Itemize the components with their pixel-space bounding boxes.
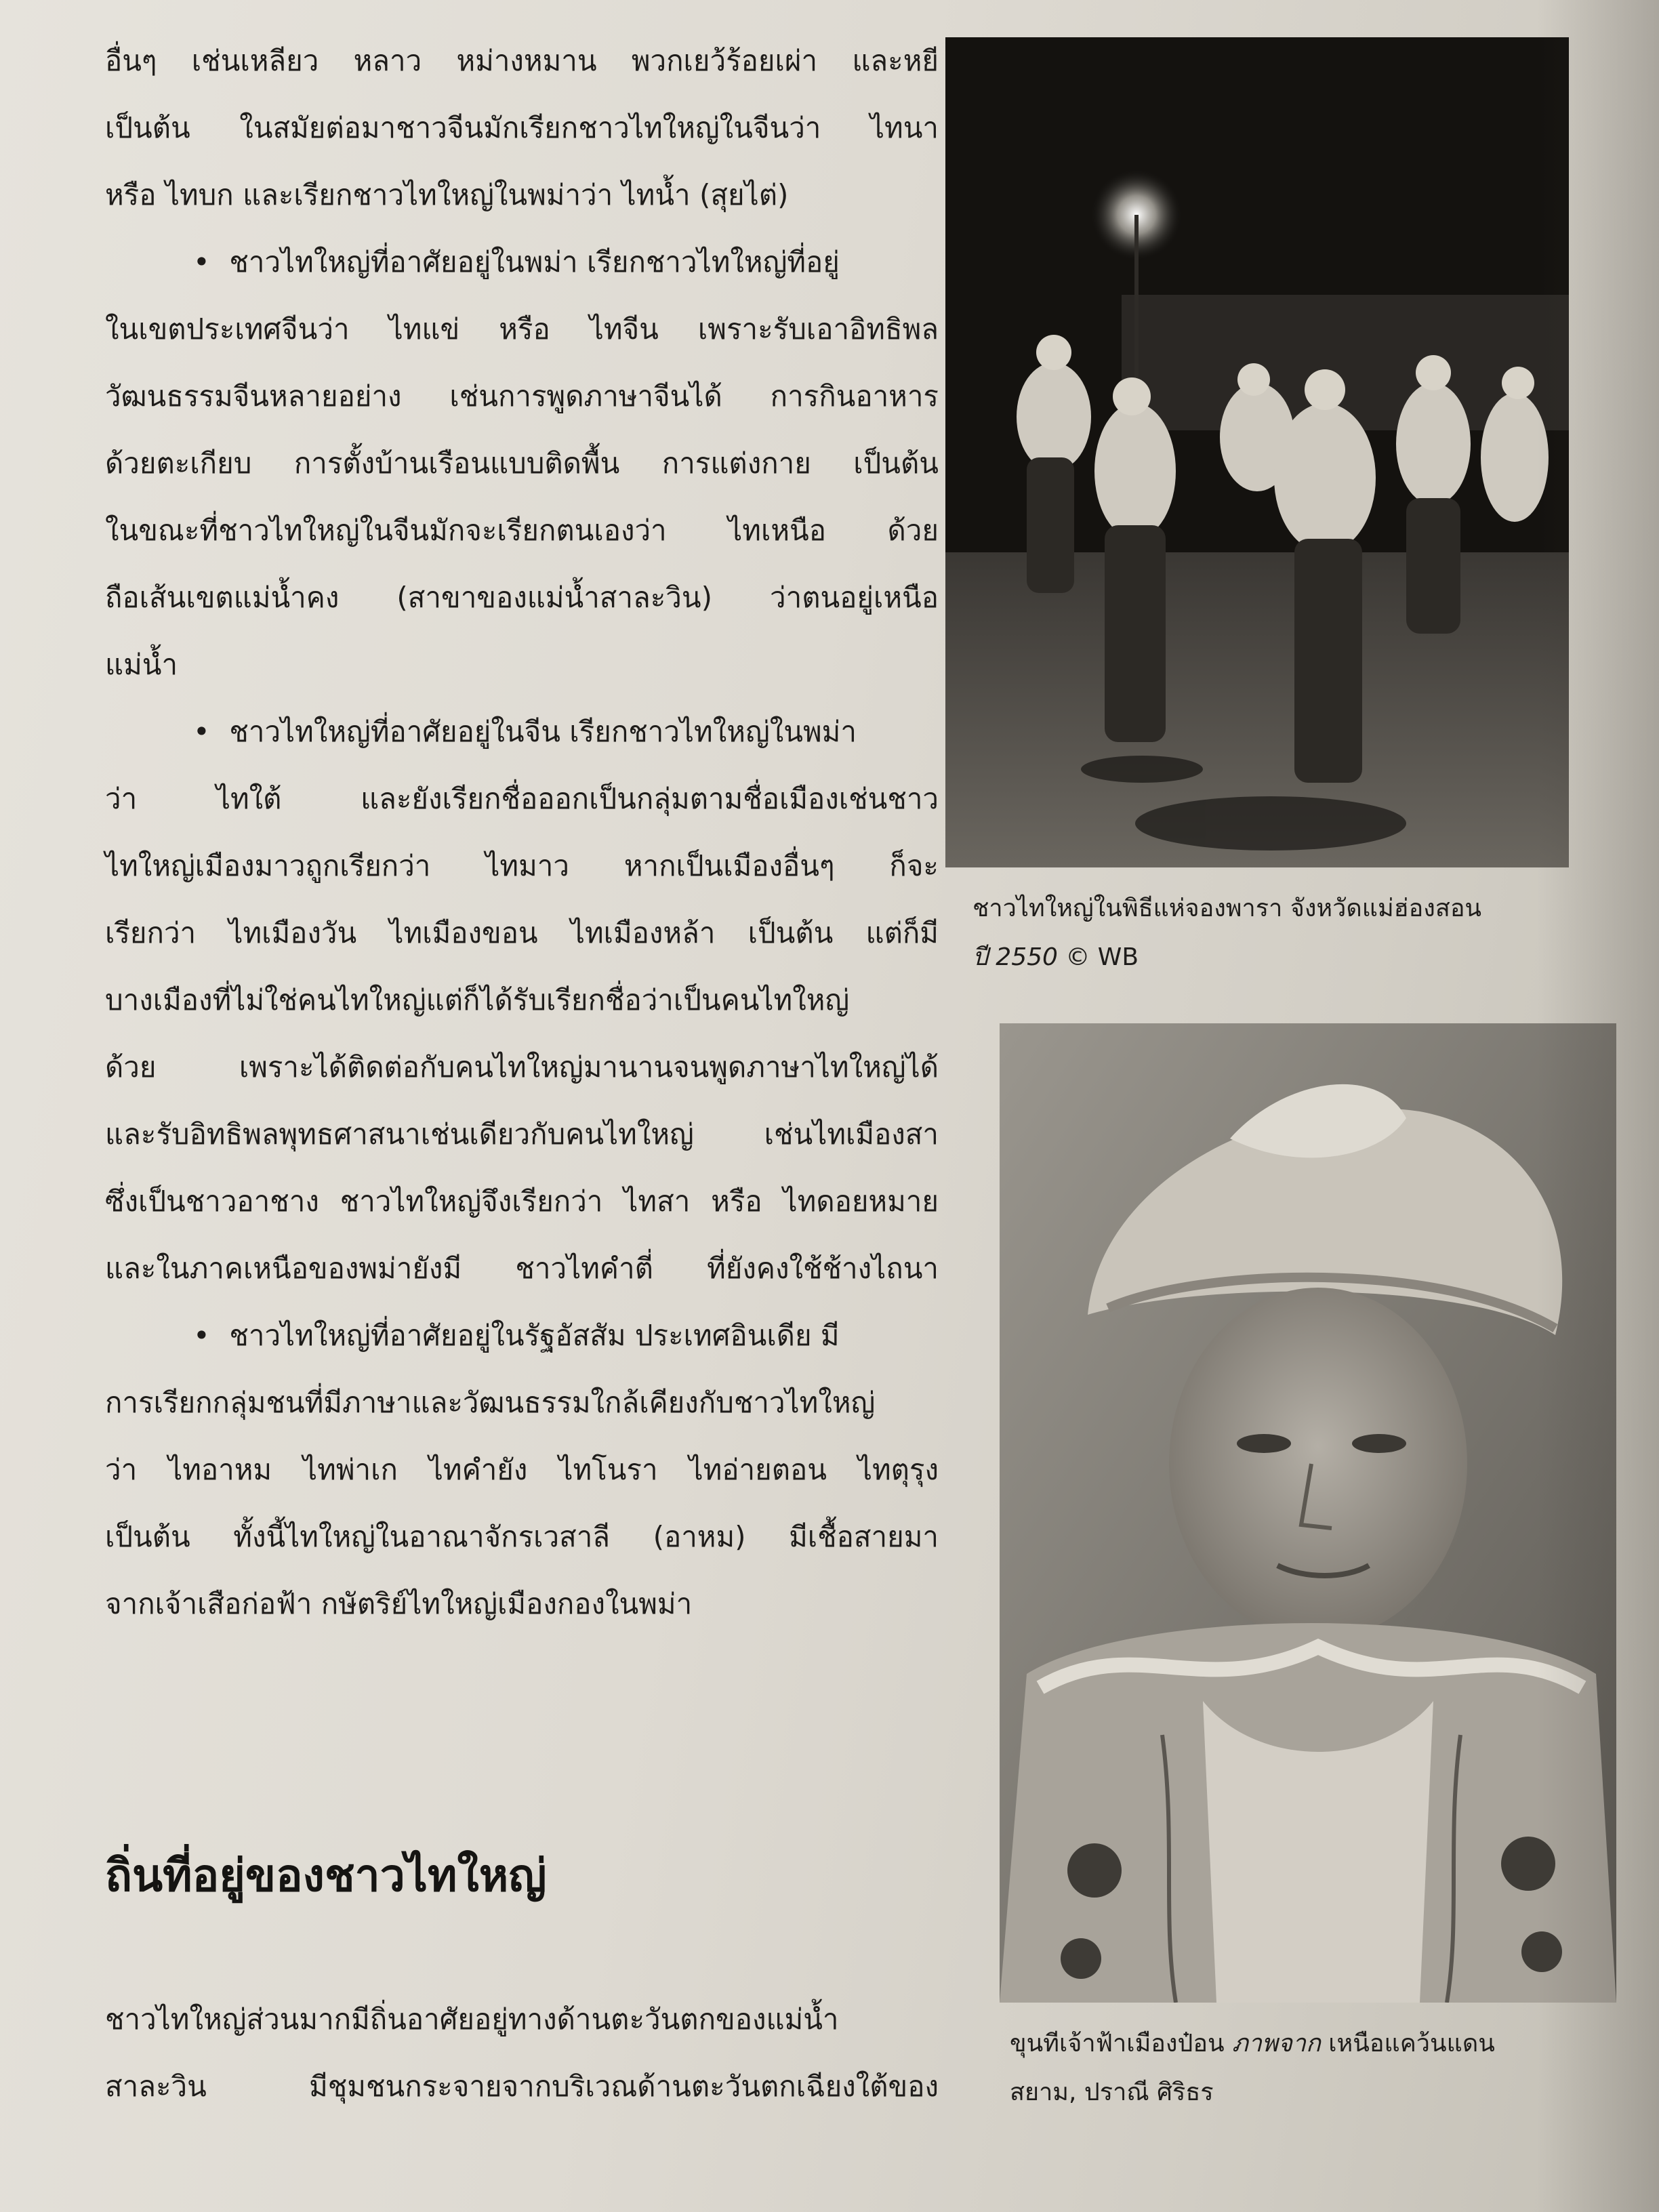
- caption-line: สยาม, ปราณี ศิริธร: [1010, 2078, 1214, 2106]
- bullet-icon: •: [193, 245, 210, 279]
- text-line: ว่า ไทอาหม ไทพ่าเก ไทคำยัง ไทโนรา ไทอ่ายตอน ไทตุรุง: [105, 1453, 939, 1486]
- text-line: ชาวไทใหญ่ส่วนมากมีถิ่นอาศัยอยู่ทางด้านตะวันตกของแม่น้ำ: [105, 2003, 839, 2036]
- text-line: ชาวไทใหญ่ที่อาศัยอยู่ในจีน เรียกชาวไทใหญ่ในพม่า: [229, 715, 857, 748]
- portrait-photo: [1000, 1023, 1616, 2003]
- procession-photo: [945, 37, 1569, 867]
- section-heading: ถิ่นที่อยู่ของชาวไทใหญ่: [105, 1849, 547, 1902]
- text-line: ชาวไทใหญ่ที่อาศัยอยู่ในรัฐอัสสัม ประเทศอินเดีย มี: [229, 1319, 840, 1352]
- caption-credit: © WB: [1057, 943, 1139, 971]
- text-line: ชาวไทใหญ่ที่อาศัยอยู่ในพม่า เรียกชาวไทใหญ่ที่อยู่: [229, 245, 840, 279]
- caption-line: [972, 933, 1569, 982]
- text-line: ว่า ไทใต้ และยังเรียกชื่อออกเป็นกลุ่มตามชื่อเมืองเช่นชาว: [105, 782, 939, 815]
- text-line: วัฒนธรรมจีนหลายอย่าง เช่นการพูดภาษาจีนได้ การกินอาหาร: [105, 380, 939, 413]
- bullet-item-line: [105, 228, 939, 295]
- text-line: เป็นต้น ในสมัยต่อมาชาวจีนมักเรียกชาวไทใหญ่ในจีนว่า ไทนา: [105, 111, 939, 144]
- text-line: ซึ่งเป็นชาวอาชาง ชาวไทใหญ่จึงเรียกว่า ไทสา หรือ ไทดอยหมาย: [105, 1185, 939, 1218]
- text-line: ในเขตประเทศจีนว่า ไทแข่ หรือ ไทจีน เพราะรับเอาอิทธิพล: [105, 312, 939, 346]
- caption-line: [1010, 2020, 1606, 2068]
- text-line: หรือ ไทบก และเรียกชาวไทใหญ่ในพม่าว่า ไทน้ำ (สุยไต่): [105, 178, 789, 211]
- main-text-column: [105, 27, 939, 1637]
- text-line: ด้วย เพราะได้ติดต่อกับคนไทใหญ่มานานจนพูดภาษาไทใหญ่ได้: [105, 1050, 939, 1084]
- text-line: แม่น้ำ: [105, 648, 178, 681]
- bullet-item-line: [105, 698, 939, 765]
- bullet-icon: •: [193, 715, 210, 748]
- lower-text-column: [105, 1986, 939, 2120]
- caption-year: ปี 2550: [972, 943, 1058, 971]
- text-line: เรียกว่า ไทเมืองวัน ไทเมืองขอน ไทเมืองหล้า เป็นต้น แต่ก็มี: [105, 916, 939, 949]
- portrait-photo-art: [1000, 1023, 1616, 2003]
- text-line: อื่นๆ เช่นเหลียว หลาว หม่างหมาน พวกเยว้ร้อยเผ่า และหยี: [105, 44, 939, 77]
- text-line: สาละวิน มีชุมชนกระจายจากบริเวณด้านตะวันตกเฉียงใต้ของ: [105, 2070, 939, 2103]
- caption-source-title: เหนือแคว้นแดน: [1320, 2030, 1495, 2057]
- text-line: และในภาคเหนือของพม่ายังมี ชาวไทคำตี่ ที่ยังคงใช้ช้างไถนา: [105, 1252, 939, 1285]
- text-line: ถือเส้นเขตแม่น้ำคง (สาขาของแม่น้ำสาละวิน) ว่าตนอยู่เหนือ: [105, 581, 939, 614]
- bullet-item-line: [105, 1302, 939, 1369]
- text-line: ไทใหญ่เมืองมาวถูกเรียกว่า ไทมาว หากเป็นเมืองอื่นๆ ก็จะ: [105, 849, 939, 882]
- procession-photo-art: [945, 37, 1569, 867]
- text-line: จากเจ้าเสือก่อฟ้า กษัตริย์ไทใหญ่เมืองกองในพม่า: [105, 1587, 693, 1620]
- portrait-photo-caption: [1010, 2020, 1606, 2117]
- bullet-icon: •: [193, 1319, 210, 1352]
- text-line: และรับอิทธิพลพุทธศาสนาเช่นเดียวกับคนไทใหญ่ เช่นไทเมืองสา: [105, 1118, 939, 1151]
- procession-photo-caption: [972, 884, 1569, 982]
- text-line: เป็นต้น ทั้งนี้ไทใหญ่ในอาณาจักรเวสาลี (อาหม) มีเชื้อสายมา: [105, 1520, 939, 1553]
- caption-subject: ขุนทีเจ้าฟ้าเมืองป๋อน: [1010, 2030, 1233, 2057]
- caption-source-label: ภาพจาก: [1232, 2030, 1321, 2057]
- text-line: การเรียกกลุ่มชนที่มีภาษาและวัฒนธรรมใกล้เคียงกับชาวไทใหญ่: [105, 1386, 876, 1419]
- text-line: ในขณะที่ชาวไทใหญ่ในจีนมักจะเรียกตนเองว่า ไทเหนือ ด้วย: [105, 514, 939, 547]
- caption-line: ชาวไทใหญ่ในพิธีแห่จองพารา จังหวัดแม่ฮ่องสอน: [972, 895, 1482, 922]
- text-line: บางเมืองที่ไม่ใช่คนไทใหญ่แต่ก็ได้รับเรียกชื่อว่าเป็นคนไทใหญ่: [105, 983, 850, 1017]
- text-line: ด้วยตะเกียบ การตั้งบ้านเรือนแบบติดพื้น การแต่งกาย เป็นต้น: [105, 447, 939, 480]
